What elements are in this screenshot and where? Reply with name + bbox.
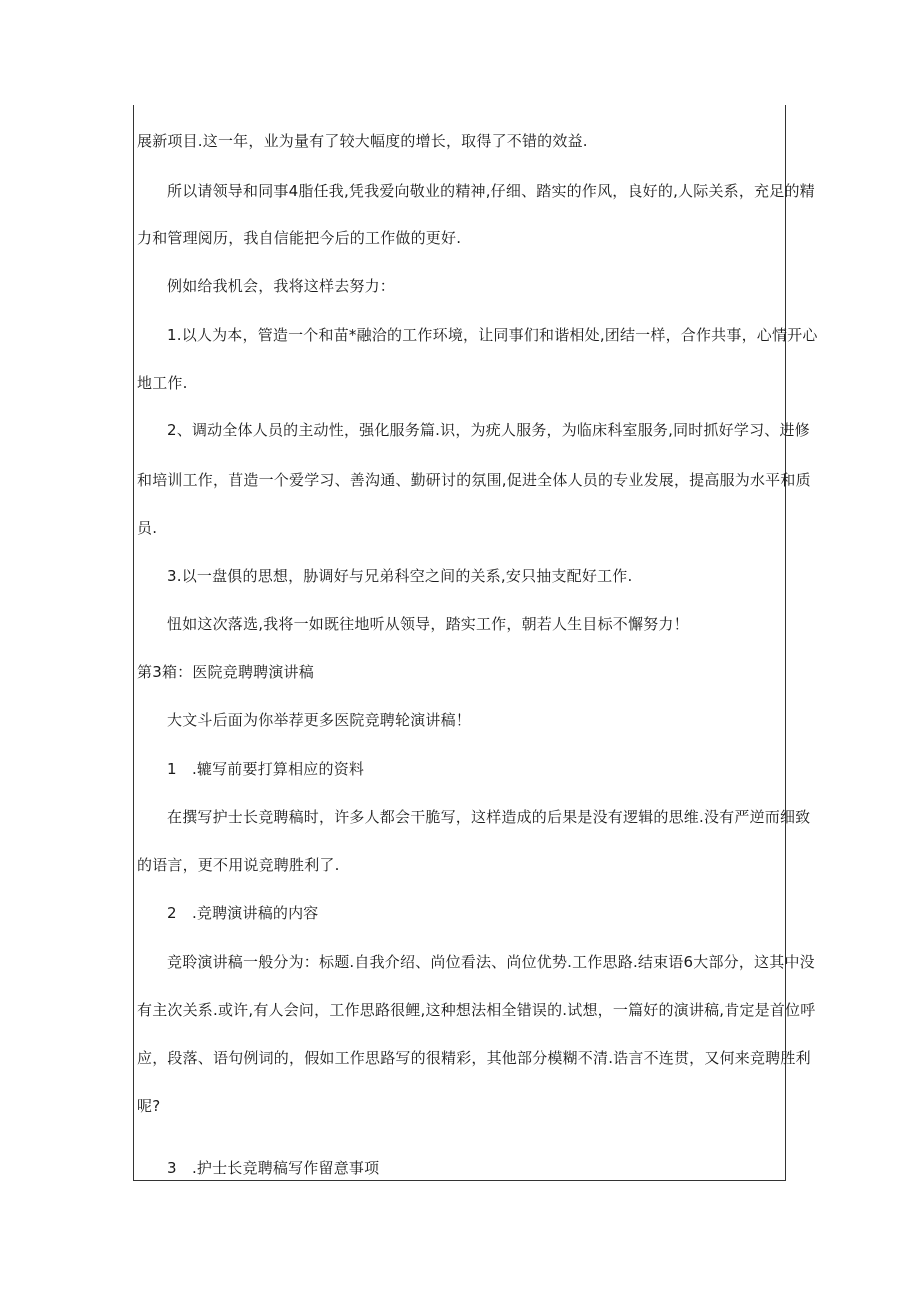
body-line: 展新项目.这一年，业为量有了较大幅度的增长，取得了不错的效益. [137,132,588,150]
body-line: 在撰写护士长竞聘稿时，许多人都会干脆写，这样造成的后果是没有逻辑的思维.没有严逆而细致 [167,808,811,826]
body-line: 2、调动全体人员的主动性，强化服务篇.识，为疣人服务，为临床科室服务,同时抓好学习、进修 [167,421,810,439]
body-line: 所以请领导和同事4脂任我,凭我爱向敬业的精神,仔细、踏实的作风，良好的,人际关系，充足的精 [167,182,815,200]
body-line: 力和管理阅历，我自信能把今后的工作做的更好. [137,229,462,247]
body-line: 1.以人为本，管造一个和苗*融洽的工作环境，让同事们和谐相处,团结一样，合作共事，心情开心 [167,326,818,344]
numbered-heading: 2 .竞聘演讲稿的内容 [167,904,319,922]
body-line: 的语言，更不用说竞聘胜利了. [137,856,340,874]
body-line: 员. [137,519,158,537]
body-line: 竞聆演讲稿一般分为：标题.自我介绍、尚位看法、尚位优势.工作思路.结束语6大部分，这其中没 [167,953,815,971]
section-heading: 第3箱：医院竞聘聘演讲稿 [137,663,314,681]
body-line: 和培训工作，苜造一个爱学习、善沟通、勤研讨的氛围,促进全体人员的专业发展，提高服为水平和质 [137,471,811,489]
body-line: 大文斗后面为你举荐更多医院竞聘轮演讲稿！ [167,711,472,729]
body-line: 忸如这次落选,我将一如既往地听从领导，踏实工作，朝若人生目标不懈努力！ [167,615,689,633]
body-line: 应，段落、语句例词的，假如工作思路写的很精彩，其他部分模糊不清.诰言不连贯，又何来竞聘胜利 [137,1049,811,1067]
body-line: 例如给我机会，我将这样去努力： [167,277,396,295]
body-line: 有主次关系.或许,有人会问，工作思路很鲤,这种想法相全错误的.试想，一篇好的演讲稿,肯定是首位呼 [137,1001,816,1019]
body-line: 3.以一盘俱的思想，胁调好与兄弟科空之间的关系,安只抽支配好工作. [167,567,633,585]
numbered-heading: 1 .辘写前要打算相应的资料 [167,760,365,778]
body-line: 地工作. [137,374,188,392]
numbered-heading: 3 .护士长竞聘稿写作留意事项 [167,1159,380,1177]
body-line: 呢? [137,1097,161,1115]
